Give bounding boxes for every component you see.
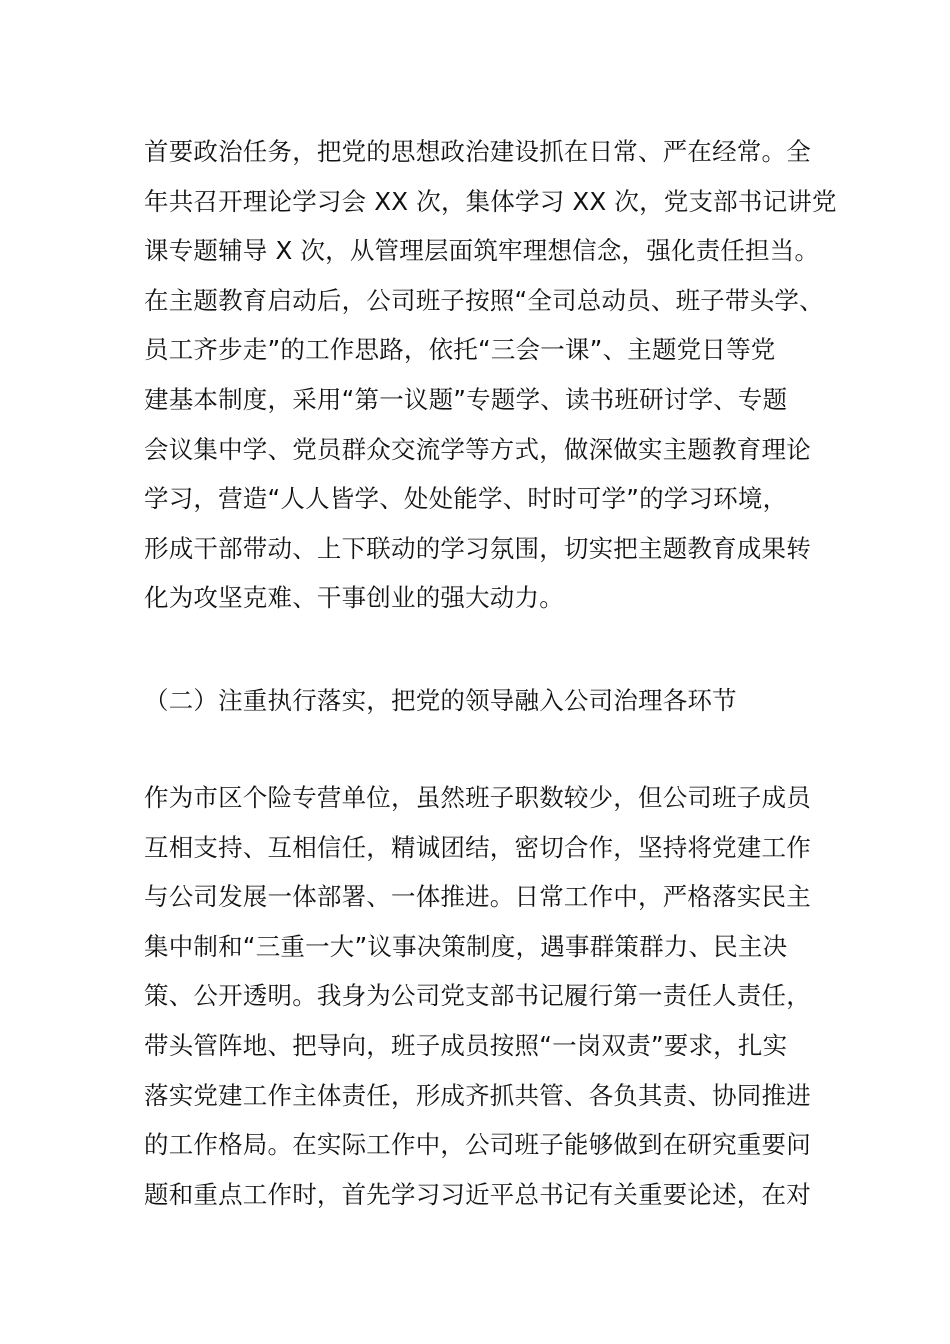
text-line: 化为攻坚克难、干事创业的强大动力。 xyxy=(144,583,564,613)
text-line: 建基本制度，采用“第一议题”专题学、读书班研讨学、专题 xyxy=(144,384,788,414)
paragraph-1 xyxy=(144,127,837,623)
text-line: 互相支持、互相信任，精诚团结，密切合作，坚持将党建工作 xyxy=(144,832,811,862)
text-line: 策、公开透明。我身为公司党支部书记履行第一责任人责任， xyxy=(144,981,811,1011)
text-line: 年共召开理论学习会 XX 次，集体学习 XX 次，党支部书记讲党 xyxy=(144,186,837,216)
section-heading xyxy=(144,676,824,726)
text-line: 与公司发展一体部署、一体推进。日常工作中，严格落实民主 xyxy=(144,882,811,912)
text-line: 题和重点工作时，首先学习习近平总书记有关重要论述，在对 xyxy=(144,1179,811,1209)
text-line: 落实党建工作主体责任，形成齐抓共管、各负其责、协同推进 xyxy=(144,1080,811,1110)
text-line: 在主题教育启动后，公司班子按照“全司总动员、班子带头学、 xyxy=(144,285,824,315)
text-line: 课专题辅导 X 次，从管理层面筑牢理想信念，强化责任担当。 xyxy=(144,236,820,266)
paragraph-2 xyxy=(144,773,824,1219)
section-heading-text: （二）注重执行落实，把党的领导融入公司治理各环节 xyxy=(144,686,737,715)
text-line: 学习，营造“人人皆学、处处能学、时时可学”的学习环境， xyxy=(144,484,788,514)
text-line: 会议集中学、党员群众交流学等方式，做深做实主题教育理论 xyxy=(144,434,811,464)
text-line: 首要政治任务，把党的思想政治建设抓在日常、严在经常。全 xyxy=(144,137,811,166)
text-line: 带头管阵地、把导向，班子成员按照“一岗双责”要求，扎实 xyxy=(144,1030,788,1060)
text-line: 集中制和“三重一大”议事决策制度，遇事群策群力、民主决 xyxy=(144,931,788,961)
text-line: 形成干部带动、上下联动的学习氛围，切实把主题教育成果转 xyxy=(144,533,811,563)
text-line: 的工作格局。在实际工作中，公司班子能够做到在研究重要问 xyxy=(144,1130,811,1160)
text-line: 员工齐步走”的工作思路，依托“三会一课”、主题党日等党 xyxy=(144,335,776,365)
text-line: 作为市区个险专营单位，虽然班子职数较少，但公司班子成员 xyxy=(144,783,811,812)
